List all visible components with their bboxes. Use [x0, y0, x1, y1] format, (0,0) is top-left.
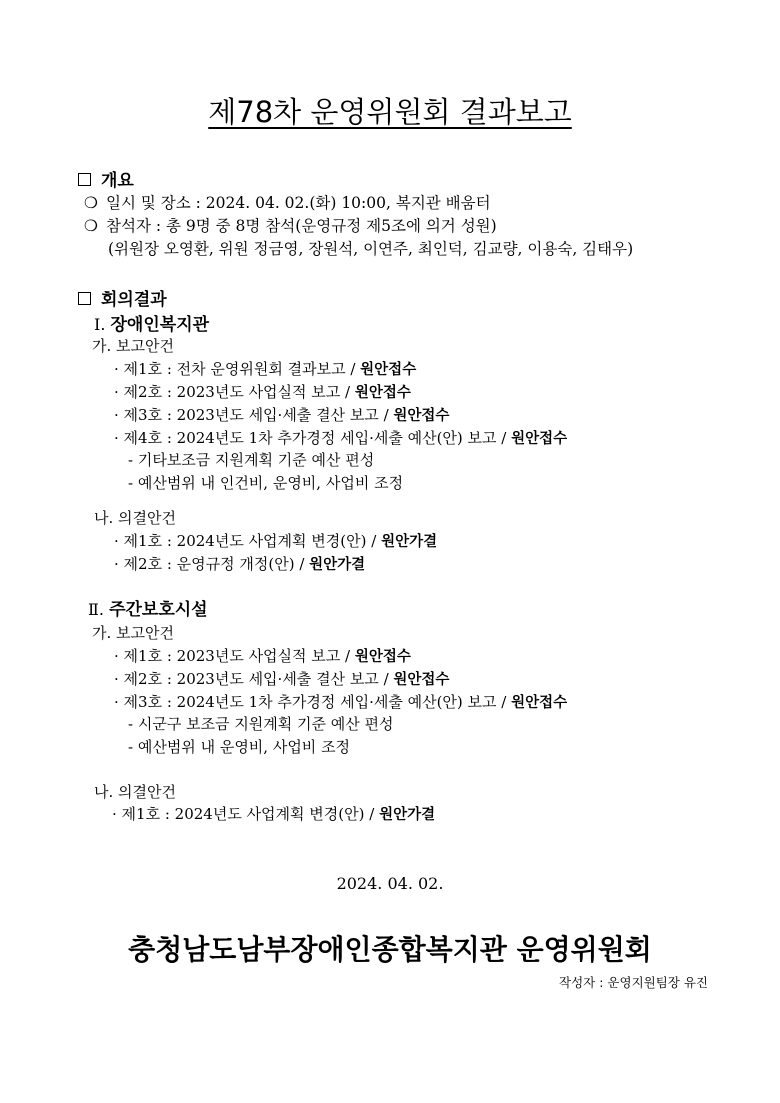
part2-report-item-3: · 제3호 : 2024년도 1차 추가경정 세입·세출 예산(안) 보고 / 원안접수 [114, 693, 568, 711]
overview-heading: 개요 [78, 166, 134, 191]
part1-report-sub-1: - 기타보조금 지원계획 기준 예산 편성 [128, 451, 375, 469]
part1-report-item-3: · 제3호 : 2023년도 세입·세출 결산 보고 / 원안접수 [114, 406, 450, 424]
part2-report-sub-2: - 예산범위 내 운영비, 사업비 조정 [128, 738, 351, 756]
circle-bullet-icon: ❍ [84, 194, 98, 212]
report-date: 2024. 04. 02. [336, 874, 444, 893]
overview-attendees: ❍ 참석자 : 총 9명 중 8명 참석(운영규정 제5조에 의거 성원) [84, 217, 497, 235]
part1-decision-heading: 나. 의결안건 [94, 509, 176, 527]
checkbox-square-icon [78, 173, 91, 186]
part2-decision-heading: 나. 의결안건 [94, 783, 176, 801]
part1-report-item-4: · 제4호 : 2024년도 1차 추가경정 세입·세출 예산(안) 보고 / 원안접수 [114, 429, 568, 447]
part2-report-sub-1: - 시군구 보조금 지원계획 기준 예산 편성 [128, 715, 394, 733]
organization-name: 충청남도남부장애인종합복지관 운영위원회 [128, 933, 652, 966]
checkbox-square-icon [78, 292, 91, 305]
results-heading: 회의결과 [78, 285, 167, 310]
part1-decision-item-1: · 제1호 : 2024년도 사업계획 변경(안) / 원안가결 [114, 532, 438, 550]
part2-report-heading: 가. 보고안건 [92, 624, 174, 642]
part1-report-heading: 가. 보고안건 [92, 337, 174, 355]
part1-heading: Ⅰ. 장애인복지관 [94, 315, 210, 335]
part2-report-item-2: · 제2호 : 2023년도 세입·세출 결산 보고 / 원안접수 [114, 670, 450, 688]
part1-report-item-2: · 제2호 : 2023년도 사업실적 보고 / 원안접수 [114, 383, 411, 401]
circle-bullet-icon: ❍ [84, 217, 98, 235]
overview-date-place: ❍ 일시 및 장소 : 2024. 04. 02.(화) 10:00, 복지관 배움터 [84, 194, 491, 212]
part1-report-item-1: · 제1호 : 전차 운영위원회 결과보고 / 원안접수 [114, 360, 417, 378]
author-line: 작성자 : 운영지원팀장 유진 [559, 975, 708, 990]
part1-report-sub-2: - 예산범위 내 인건비, 운영비, 사업비 조정 [128, 474, 404, 492]
part1-decision-item-2: · 제2호 : 운영규정 개정(안) / 원안가결 [114, 555, 366, 573]
overview-attendee-names: (위원장 오영환, 위원 정금영, 장원석, 이연주, 최인덕, 김교량, 이용숙, 김태우) [108, 240, 634, 258]
part2-heading: Ⅱ. 주간보호시설 [88, 600, 208, 620]
part2-decision-item-1: · 제1호 : 2024년도 사업계획 변경(안) / 원안가결 [112, 805, 436, 823]
document-title: 제78차 운영위원회 결과보고 [208, 95, 572, 129]
part2-report-item-1: · 제1호 : 2023년도 사업실적 보고 / 원안접수 [114, 647, 411, 665]
